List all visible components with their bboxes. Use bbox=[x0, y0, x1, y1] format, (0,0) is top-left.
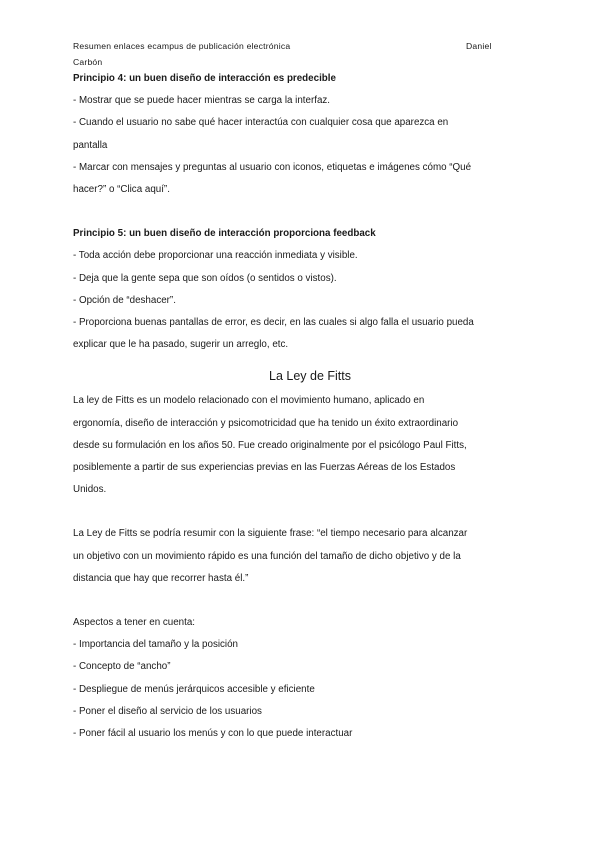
principio5-line: - Opción de “deshacer”. bbox=[73, 294, 176, 306]
principio4-line: - Mostrar que se puede hacer mientras se carga la interfaz. bbox=[73, 95, 331, 107]
principio4-line: hacer?” o “Clica aquí”. bbox=[73, 184, 170, 196]
page-header bbox=[73, 38, 533, 70]
principio5-line: - Proporciona buenas pantallas de error, es decir, en las cuales si algo falla el usuario pueda bbox=[73, 317, 474, 329]
principio5-line: - Deja que la gente sepa que son oídos (o sentidos o vistos). bbox=[73, 272, 337, 284]
principio4-line: pantalla bbox=[73, 139, 108, 151]
aspect-list-item: - Concepto de “ancho” bbox=[73, 661, 171, 673]
paragraph-spacer bbox=[73, 201, 533, 223]
aspect-list-item: - Importancia del tamaño y la posición bbox=[73, 639, 238, 651]
principio4-heading: Principio 4: un buen diseño de interacción es predecible bbox=[73, 73, 336, 84]
principio5-line: - Toda acción debe proporcionar una reacción inmediata y visible. bbox=[73, 250, 358, 262]
fitts-paragraph-line: desde su formulación en los años 50. Fue creado originalmente por el psicólogo Paul Fitts, bbox=[73, 439, 467, 451]
section-title: La Ley de Fitts bbox=[269, 369, 351, 384]
fitts-paragraph-line: ergonomía, diseño de interacción y psicomotricidad que ha tenido un éxito extraordinario bbox=[73, 417, 459, 429]
header-document-title: Resumen enlaces ecampus de publicación electrónica bbox=[73, 41, 291, 51]
fitts-quote-line: distancia que hay que recorrer hasta él.” bbox=[73, 572, 249, 584]
principio5-line: explicar que le ha pasado, sugerir un arreglo, etc. bbox=[73, 339, 289, 351]
fitts-paragraph-line: La ley de Fitts es un modelo relacionado con el movimiento humano, aplicado en bbox=[73, 395, 425, 407]
aspect-list-item: - Despliegue de menús jerárquicos accesible y eficiente bbox=[73, 683, 315, 695]
principio4-line: - Marcar con mensajes y preguntas al usuario con iconos, etiquetas e imágenes cómo “Qué bbox=[73, 161, 472, 173]
fitts-paragraph-line: Unidos. bbox=[73, 484, 107, 496]
paragraph-spacer bbox=[73, 501, 533, 523]
aspects-heading: Aspectos a tener en cuenta: bbox=[73, 617, 195, 629]
fitts-paragraph-line: posiblemente a partir de sus experiencias previas en las Fuerzas Aéreas de los Estados bbox=[73, 462, 456, 474]
aspect-list-item: - Poner el diseño al servicio de los usuarios bbox=[73, 705, 262, 717]
header-author-first-name: Daniel bbox=[466, 41, 492, 51]
paragraph-spacer bbox=[73, 590, 533, 612]
aspect-list-item: - Poner fácil al usuario los menús y con lo que puede interactuar bbox=[73, 728, 353, 740]
document-body bbox=[73, 68, 533, 745]
header-author-last-name: Carbón bbox=[73, 57, 103, 67]
fitts-quote-line: La Ley de Fitts se podría resumir con la siguiente frase: “el tiempo necesario para alcanzar bbox=[73, 528, 468, 540]
fitts-quote-line: un objetivo con un movimiento rápido es una función del tamaño de dicho objetivo y de la bbox=[73, 550, 461, 562]
principio5-heading: Principio 5: un buen diseño de interacción proporciona feedback bbox=[73, 228, 376, 240]
principio4-line: - Cuando el usuario no sabe qué hacer interactúa con cualquier cosa que aparezca en bbox=[73, 117, 449, 129]
